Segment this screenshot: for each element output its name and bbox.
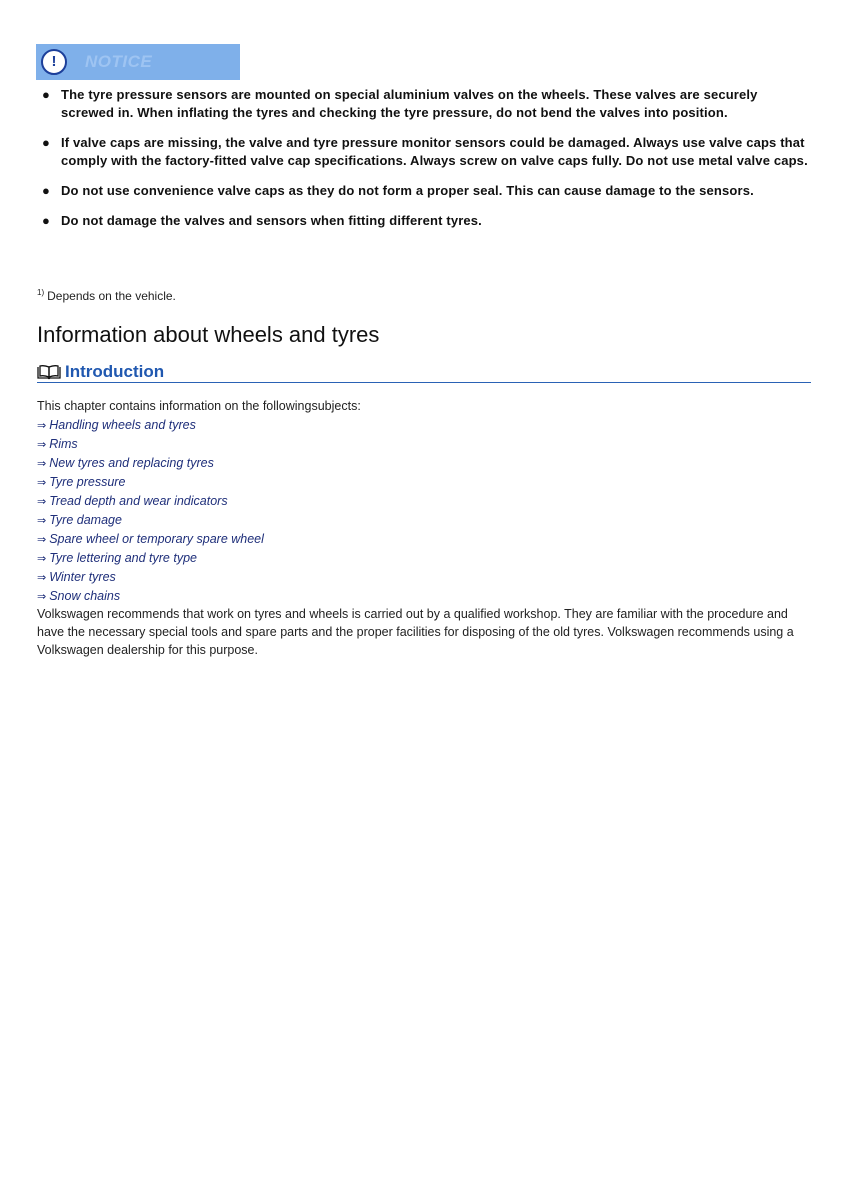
topic-link[interactable]: ⇒ Rims [37, 437, 78, 451]
footnote-marker: 1) [37, 288, 45, 297]
notice-header [36, 44, 240, 80]
topic-link[interactable]: ⇒ Tyre pressure [37, 475, 126, 489]
section-heading [37, 362, 811, 383]
topic-link[interactable]: ⇒ Tyre damage [37, 513, 122, 527]
notice-item: ● Do not damage the valves and sensors when fitting different tyres. [42, 213, 482, 228]
book-icon [37, 364, 61, 380]
intro-text: This chapter contains information on the followingsubjects: [37, 399, 361, 413]
topic-link[interactable]: ⇒ Tread depth and wear indicators [37, 494, 228, 508]
topic-link[interactable]: ⇒ New tyres and replacing tyres [37, 456, 214, 470]
topic-link[interactable]: ⇒ Snow chains [37, 589, 121, 603]
section-title: Introduction [65, 362, 165, 381]
page-heading: Information about wheels and tyres [37, 322, 380, 347]
topic-list [37, 416, 264, 606]
topic-link[interactable]: ⇒ Handling wheels and tyres [37, 418, 196, 432]
notice-item: ● The tyre pressure sensors are mounted on special aluminium valves on the wheels. These valves are securely screwed in. When inflating the tyres and checking the tyre pressure, do not bend the valves into position. [42, 87, 758, 120]
body-paragraph: Volkswagen recommends that work on tyres and wheels is carried out by a qualified workshop. They are familiar with the procedure and have the necessary special tools and spare parts and the proper facilities for disposing of the old tyres. Volkswagen recommends using a Volkswagen dealership for this purpose. [37, 607, 794, 657]
footnote [37, 288, 176, 303]
topic-link[interactable]: ⇒ Tyre lettering and tyre type [37, 551, 197, 565]
notice-item: ● If valve caps are missing, the valve and tyre pressure monitor sensors could be damaged. Always use valve caps that comply with the factory-fitted valve cap specifications. Always screw on valve caps fully. Do not use metal valve caps. [42, 135, 808, 168]
topic-link[interactable]: ⇒ Winter tyres [37, 570, 116, 584]
notice-item: ● Do not use convenience valve caps as they do not form a proper seal. This can cause damage to the sensors. [42, 183, 754, 198]
footnote-text: Depends on the vehicle. [47, 289, 176, 303]
exclamation-circle-icon: ! [41, 49, 67, 75]
notice-title: NOTICE [85, 52, 153, 71]
topic-link[interactable]: ⇒ Spare wheel or temporary spare wheel [37, 532, 264, 546]
notice-list [36, 86, 811, 242]
